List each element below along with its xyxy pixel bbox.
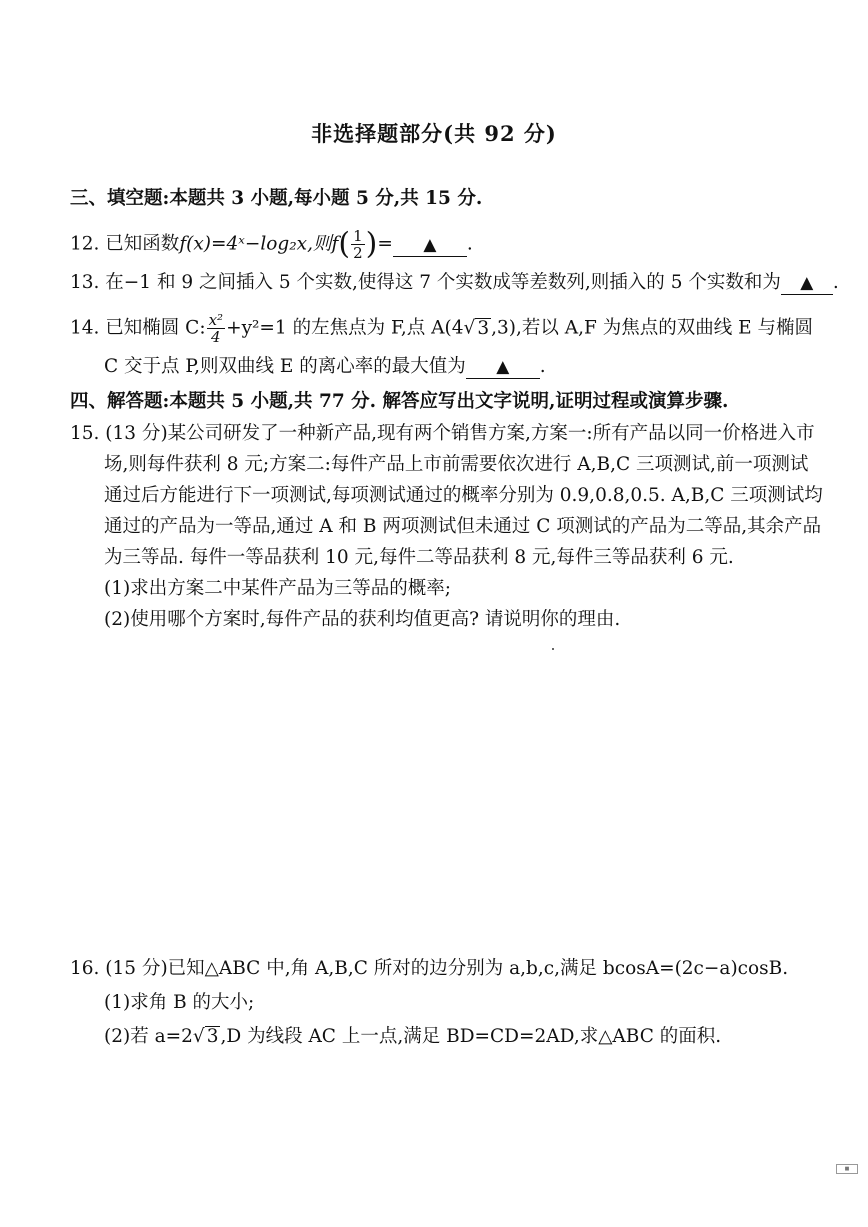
q13-answer-blank[interactable] (781, 272, 833, 295)
q12-f: f (331, 233, 339, 255)
triangle-icon: ▲ (496, 357, 510, 377)
q12-func: f(x)=4ˣ−log₂x,则 (179, 233, 332, 255)
q14-coord-b: ,3) (491, 317, 516, 339)
q15-line-2: 场,则每件获利 8 元;方案二:每件产品上市前需要依次进行 A,B,C 三项测试,前一项测试 (104, 454, 809, 475)
q14-coord-a: (4 (444, 317, 464, 339)
q15-line-4: 通过的产品为一等品,通过 A 和 B 两项测试但未通过 C 项测试的产品为二等品,其余产品 (104, 516, 822, 537)
q14-line2: C 交于点 P,则双曲线 E 的离心率的最大值为 (104, 356, 466, 377)
triangle-icon: ▲ (423, 234, 437, 255)
q16-part2-b: ,D 为线段 AC 上一点,满足 BD=CD=2AD,求△ABC 的面积. (220, 1026, 722, 1047)
question-14 (70, 312, 813, 345)
q14-answer-blank[interactable] (466, 356, 540, 379)
q14-suffix: ,若以 A,F 为焦点的双曲线 E 与椭圆 (516, 317, 813, 339)
q13-end: . (832, 272, 839, 293)
page-title: 非选择题部分(共 92 分) (311, 121, 557, 146)
q12-prefix: 12. 已知函数 (70, 233, 180, 255)
q16-part-1: (1)求角 B 的大小; (104, 992, 255, 1013)
q15-part-1: (1)求出方案二中某件产品为三等品的概率; (104, 578, 451, 599)
q16-sqrt: 3 (206, 1026, 219, 1047)
watermark-stamp: ■ (836, 1164, 858, 1174)
q12-numerator: 1 (353, 227, 363, 245)
q14-end: . (539, 356, 546, 377)
right-paren: ) (365, 226, 378, 262)
scan-dot (552, 648, 554, 650)
q12-fraction (351, 228, 365, 261)
q16-part-2 (104, 1024, 721, 1050)
sqrt-icon: √ (192, 1026, 205, 1047)
q14-sqrt: 3 (477, 317, 490, 339)
q15-line-3: 通过后方能进行下一项测试,每项测试通过的概率分别为 0.9,0.8,0.5. A,B,C 三项测试均 (104, 485, 823, 506)
q12-end: . (466, 233, 473, 255)
question-13 (70, 270, 839, 296)
q12-eq: = (377, 233, 393, 255)
question-14-line2 (104, 354, 546, 380)
triangle-icon: ▲ (800, 273, 814, 293)
question-12 (70, 228, 473, 261)
q16-part2-a: (2)若 a=2 (104, 1026, 193, 1047)
q12-answer-blank[interactable] (393, 234, 467, 257)
section3-heading: 三、填空题:本题共 3 小题,每小题 5 分,共 15 分. (70, 188, 483, 209)
sqrt-icon: √ (463, 317, 476, 339)
q15-line-1: 15. (13 分)某公司研发了一种新产品,现有两个销售方案,方案一:所有产品以同一价格进入市 (70, 423, 815, 444)
q14-numerator: x² (208, 311, 224, 329)
q15-line-5: 为三等品. 每件一等品获利 10 元,每件二等品获利 8 元,每件三等品获利 6 元. (104, 547, 734, 568)
q16-line-1: 16. (15 分)已知△ABC 中,角 A,B,C 所对的边分别为 a,b,c,满足 bcosA=(2c−a)cosB. (70, 958, 789, 979)
q15-part-2: (2)使用哪个方案时,每件产品的获利均值更高? 请说明你的理由. (104, 609, 621, 630)
section4-heading: 四、解答题:本题共 5 小题,共 77 分. 解答应写出文字说明,证明过程或演算步骤. (70, 391, 729, 412)
q13-text: 13. 在−1 和 9 之间插入 5 个实数,使得这 7 个实数成等差数列,则插入的 5 个实数和为 (70, 272, 781, 293)
left-paren: ( (338, 226, 351, 262)
q14-mid: +y²=1 的左焦点为 F,点 A (226, 317, 445, 339)
q12-denominator: 2 (353, 244, 363, 262)
q14-fraction (207, 312, 225, 345)
q14-denominator: 4 (211, 328, 221, 346)
q14-prefix: 14. 已知椭圆 C: (70, 317, 206, 339)
